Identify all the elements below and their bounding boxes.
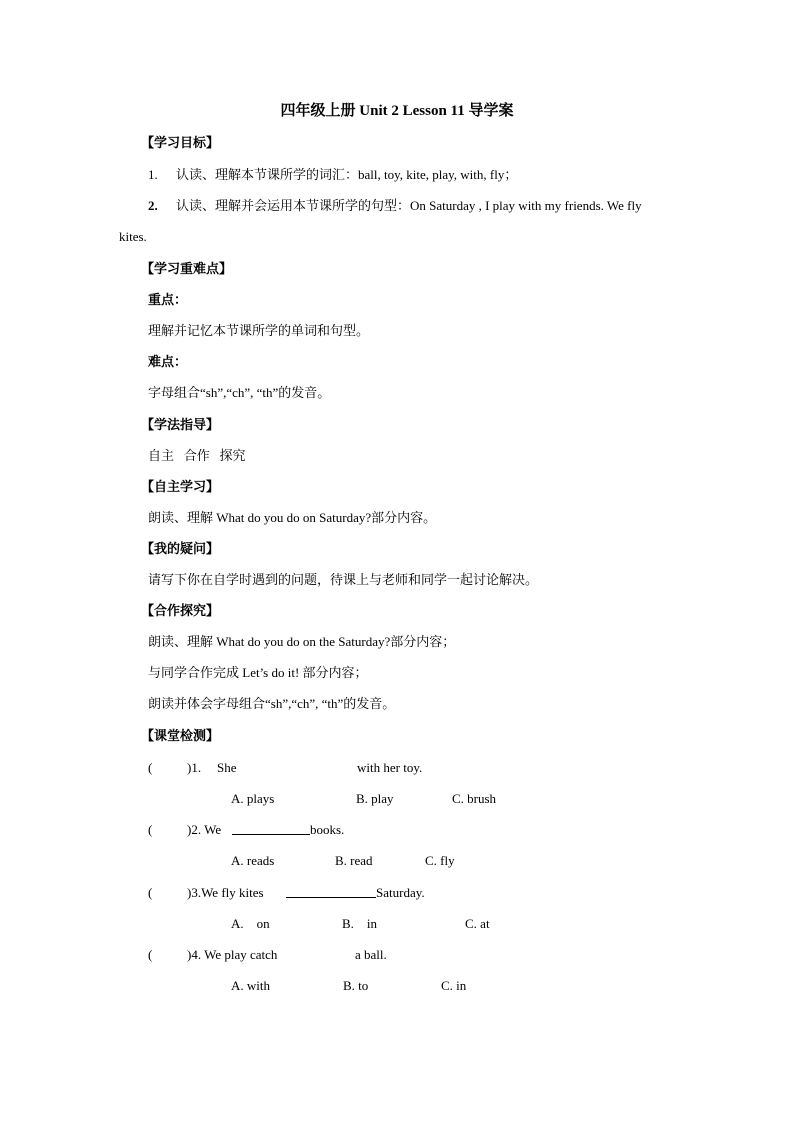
q1-prefix: She — [217, 760, 237, 775]
objective-2-text: 认读、理解并会运用本节课所学的句型：On Saturday , I play with my friends. We fly — [176, 198, 642, 213]
page-title: 四年级上册 Unit 2 Lesson 11 导学案 — [280, 103, 514, 119]
q2-number: )2. We — [187, 822, 222, 837]
q1-option-a: A. plays — [231, 791, 275, 806]
q3-option-a: A. on — [231, 916, 270, 931]
difficulty-text: 字母组合“sh”,“ch”, “th”的发音。 — [148, 385, 331, 400]
objective-2-number: 2. — [148, 198, 158, 213]
method-heading: 【学法指导】 — [141, 417, 220, 432]
q4-number: )4. We play catch — [187, 947, 278, 962]
q2-answer-blank[interactable] — [232, 822, 310, 835]
q3-option-c: C. at — [465, 916, 490, 931]
q4-suffix: a ball. — [355, 947, 387, 962]
q1-suffix: with her toy. — [357, 760, 423, 775]
key-point-text: 理解并记忆本节课所学的单词和句型。 — [148, 323, 370, 338]
method-text: 自主 合作 探究 — [148, 448, 246, 463]
objective-2-continuation: kites. — [119, 229, 147, 244]
q1-option-b: B. play — [356, 791, 394, 806]
objectives-heading: 【学习目标】 — [141, 135, 220, 150]
cooperation-heading: 【合作探究】 — [141, 603, 220, 618]
q1-number: )1. — [187, 760, 202, 775]
q4-option-c: C. in — [441, 978, 467, 993]
q1-open-paren: ( — [148, 760, 153, 775]
q4-option-b: B. to — [343, 978, 369, 993]
q2-option-b: B. read — [335, 853, 373, 868]
q4-option-a: A. with — [231, 978, 270, 993]
q3-open-paren: ( — [148, 885, 153, 900]
difficulty-label: 难点： — [148, 354, 188, 369]
q2-option-a: A. reads — [231, 853, 275, 868]
q3-number: )3.We fly kites — [187, 885, 264, 900]
objective-1-text: 认读、理解本节课所学的词汇：ball, toy, kite, play, with, fly； — [176, 167, 518, 182]
q3-suffix: Saturday. — [376, 885, 425, 900]
q4-open-paren: ( — [148, 947, 153, 962]
quiz-heading: 【课堂检测】 — [141, 728, 220, 743]
key-point-label: 重点： — [148, 292, 188, 307]
q1-option-c: C. brush — [452, 791, 497, 806]
q2-option-c: C. fly — [425, 853, 455, 868]
objective-1-number: 1. — [148, 167, 158, 182]
q2-open-paren: ( — [148, 822, 153, 837]
q3-option-b: B. in — [342, 916, 378, 931]
cooperation-line-2: 与同学合作完成 Let’s do it! 部分内容； — [148, 665, 368, 680]
key-points-heading: 【学习重难点】 — [141, 261, 233, 276]
questions-text: 请写下你在自学时遇到的问题，待课上与老师和同学一起讨论解决。 — [148, 572, 539, 587]
self-study-text: 朗读、理解 What do you do on Saturday?部分内容。 — [148, 510, 437, 525]
q3-answer-blank[interactable] — [286, 885, 376, 898]
cooperation-line-3: 朗读并体会字母组合“sh”,“ch”, “th”的发音。 — [148, 696, 396, 711]
questions-heading: 【我的疑问】 — [141, 541, 220, 556]
q2-suffix: books. — [310, 822, 345, 837]
self-study-heading: 【自主学习】 — [141, 479, 220, 494]
cooperation-line-1: 朗读、理解 What do you do on the Saturday?部分内容； — [148, 634, 456, 649]
